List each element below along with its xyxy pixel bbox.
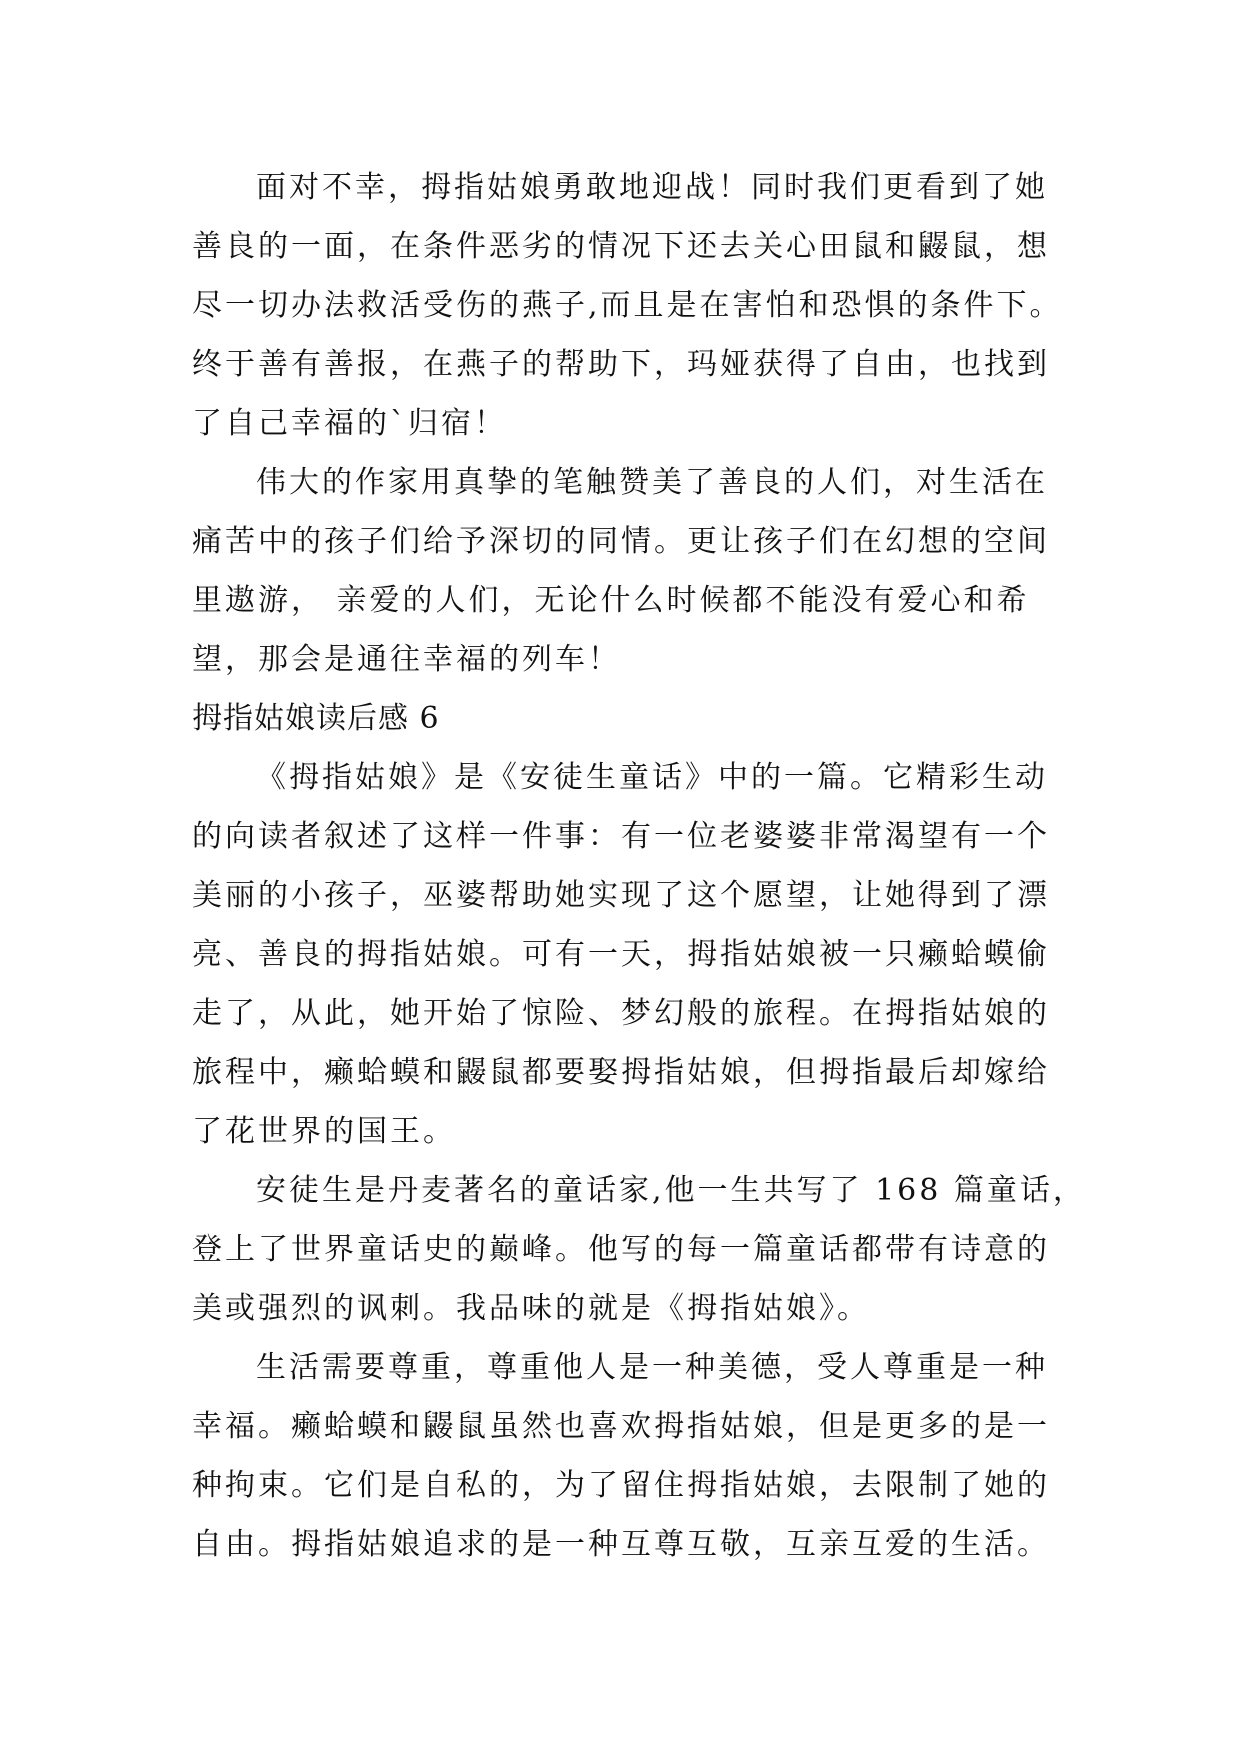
text-line: 安徒生是丹麦著名的童话家,他一生共写了 168 篇童话， xyxy=(256,1173,1086,1208)
paragraph xyxy=(192,748,1092,1161)
text-line: 旅程中，癞蛤蟆和鼹鼠都要娶拇指姑娘，但拇指最后却嫁给 xyxy=(192,1055,1050,1090)
paragraph xyxy=(192,453,1092,689)
section-heading xyxy=(192,689,1092,748)
text-line: 自由。拇指姑娘追求的是一种互尊互敬，互亲互爱的生活。 xyxy=(192,1527,1050,1562)
text-line: 美丽的小孩子，巫婆帮助她实现了这个愿望，让她得到了漂 xyxy=(192,878,1050,913)
paragraph xyxy=(192,158,1092,453)
text-line: 了自己幸福的`归宿！ xyxy=(192,406,507,441)
text-line: 痛苦中的孩子们给予深切的同情。更让孩子们在幻想的空间 xyxy=(192,524,1050,559)
text-line: 种拘束。它们是自私的，为了留住拇指姑娘，去限制了她的 xyxy=(192,1468,1050,1503)
text-line: 走了，从此，她开始了惊险、梦幻般的旅程。在拇指姑娘的 xyxy=(192,996,1050,1031)
text-line: 幸福。癞蛤蟆和鼹鼠虽然也喜欢拇指姑娘，但是更多的是一 xyxy=(192,1409,1050,1444)
text-line: 亮、善良的拇指姑娘。可有一天，拇指姑娘被一只癞蛤蟆偷 xyxy=(192,937,1050,972)
text-line: 面对不幸，拇指姑娘勇敢地迎战！同时我们更看到了她 xyxy=(256,170,1048,205)
text-line: 生活需要尊重，尊重他人是一种美德，受人尊重是一种 xyxy=(256,1350,1048,1385)
text-line: 善良的一面，在条件恶劣的情况下还去关心田鼠和鼹鼠，想 xyxy=(192,229,1050,264)
heading-text: 拇指姑娘读后感 6 xyxy=(192,701,440,736)
text-line: 伟大的作家用真挚的笔触赞美了善良的人们，对生活在 xyxy=(256,465,1048,500)
text-line: 登上了世界童话史的巅峰。他写的每一篇童话都带有诗意的 xyxy=(192,1232,1050,1267)
document-body xyxy=(192,158,1092,1574)
text-line: 的向读者叙述了这样一件事：有一位老婆婆非常渴望有一个 xyxy=(192,819,1050,854)
text-line: 尽一切办法救活受伤的燕子,而且是在害怕和恐惧的条件下。 xyxy=(192,288,1063,323)
paragraph xyxy=(192,1338,1092,1574)
text-line: 望，那会是通往幸福的列车！ xyxy=(192,642,621,677)
text-line: 了花世界的国王。 xyxy=(192,1114,456,1149)
text-line: 美或强烈的讽刺。我品味的就是《拇指姑娘》。 xyxy=(192,1291,870,1326)
text-line: 终于善有善报，在燕子的帮助下，玛娅获得了自由，也找到 xyxy=(192,347,1050,382)
text-line: 里遨游， 亲爱的人们，无论什么时候都不能没有爱心和希 xyxy=(192,583,1030,618)
paragraph xyxy=(192,1161,1092,1338)
text-line: 《拇指姑娘》是《安徒生童话》中的一篇。它精彩生动 xyxy=(256,760,1048,795)
